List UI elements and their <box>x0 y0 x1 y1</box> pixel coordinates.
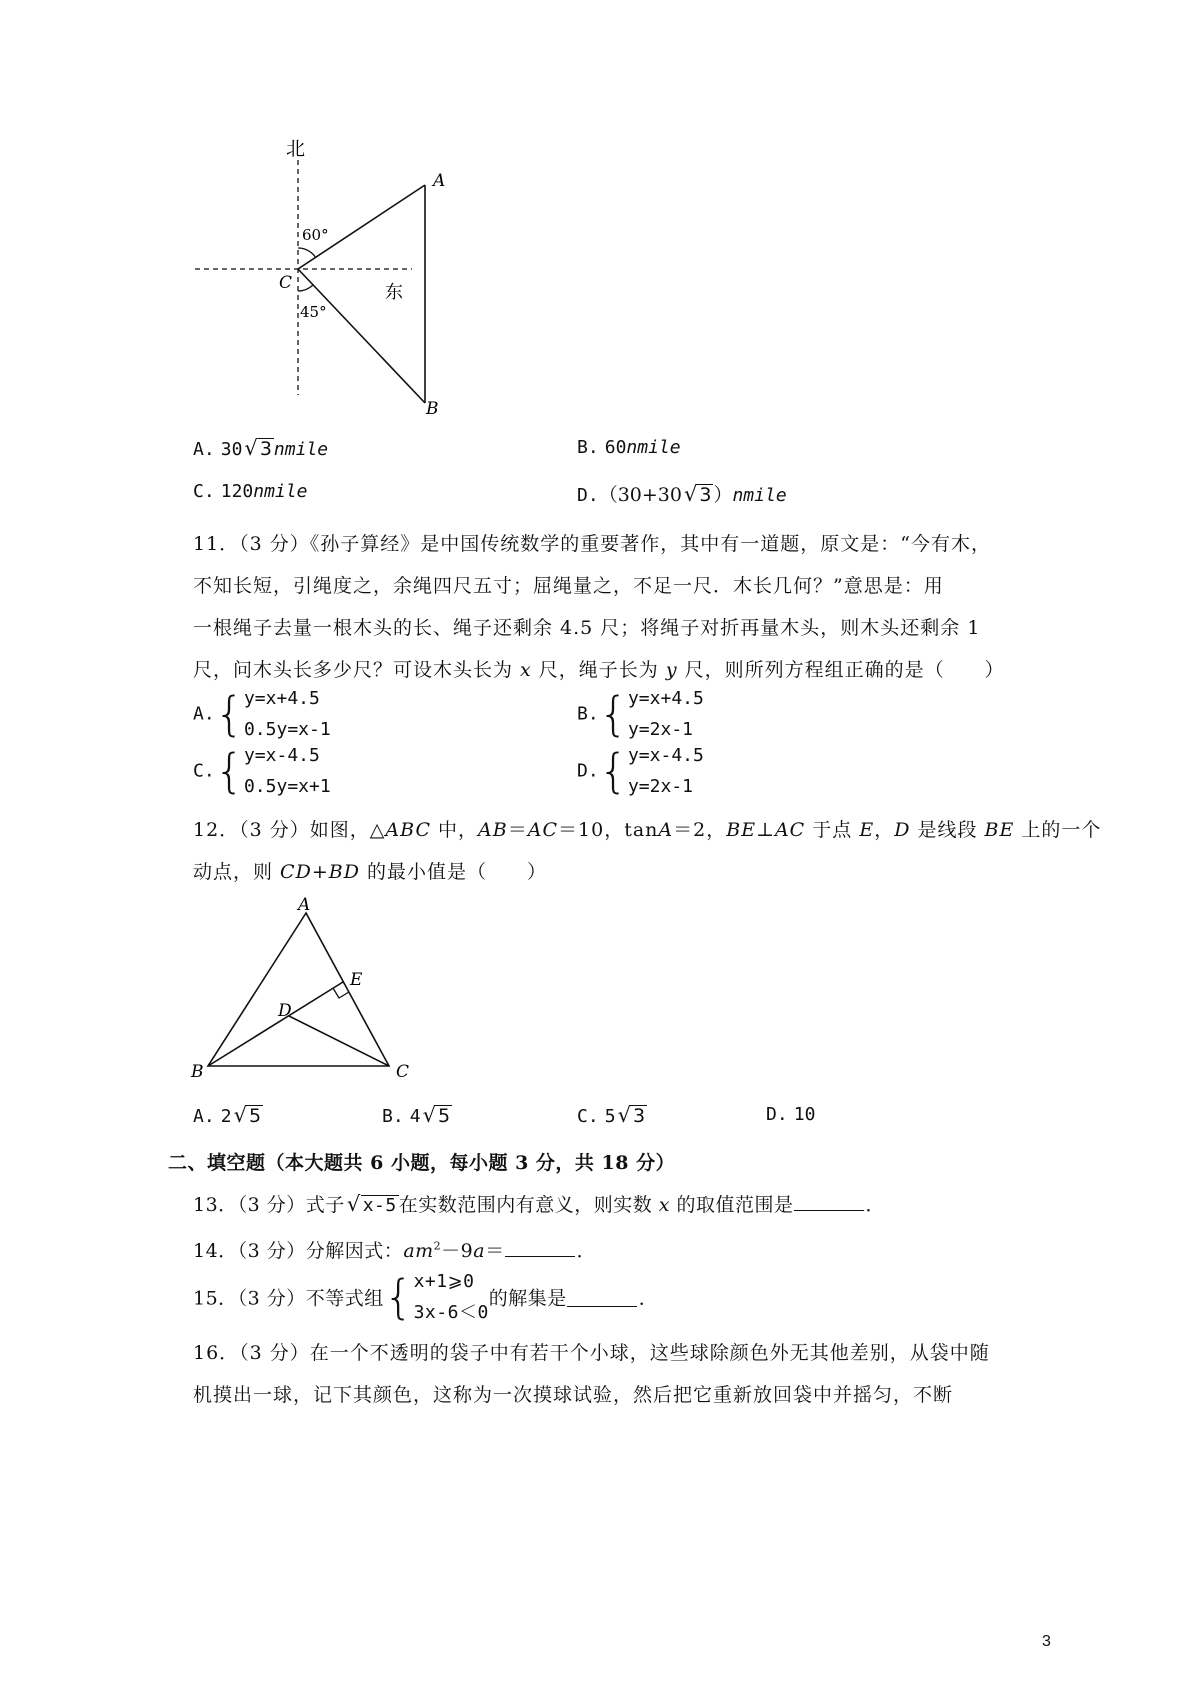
q14-answer-blank[interactable] <box>505 1238 575 1257</box>
q12-option-b[interactable]: B. 4√ 5 <box>382 1103 451 1127</box>
compass-figure <box>180 130 480 430</box>
q11-line-4: 尺，问木头长多少尺？可设木头长为 x 尺，绳子长为 y 尺，则所列方程组正确的是（ ） <box>193 659 1005 681</box>
q11-line-1: 11．（3 分）《孙子算经》是中国传统数学的重要著作，其中有一道题，原文是：“今有木， <box>193 533 992 555</box>
angle-arc-south <box>298 285 313 291</box>
angle-arc-north <box>298 248 316 258</box>
q12-option-c[interactable]: C. 5√ 3 <box>577 1103 646 1127</box>
q16-line-1: 16．（3 分）在一个不透明的袋子中有若干个小球，这些球除颜色外无其他差别，从袋中随 <box>193 1342 990 1364</box>
q12-option-a[interactable]: A. 2√ 5 <box>193 1103 262 1127</box>
q10-option-d[interactable]: D.（30+30√ 3 ）nmile <box>577 482 787 506</box>
q10-option-b[interactable]: B. 60nmile <box>577 437 681 458</box>
q13-line: 13．（3 分）式子√ x-5 在实数范围内有意义，则实数 x 的取值范围是 ． <box>193 1192 886 1216</box>
point-c-label: C <box>396 1062 410 1082</box>
section-heading: 二、填空题（本大题共 6 小题，每小题 3 分，共 18 分） <box>168 1152 676 1174</box>
q10-option-c[interactable]: C. 120nmile <box>193 481 308 502</box>
point-a-label: A <box>298 895 311 915</box>
q10-option-a[interactable]: A. 30√ 3 nmile <box>193 436 329 460</box>
q12-option-d[interactable]: D. 10 <box>766 1104 816 1125</box>
segment-be <box>208 982 343 1066</box>
q16-line-2: 机摸出一球，记下其颜色，这称为一次摸球试验，然后把它重新放回袋中并摇匀，不断 <box>193 1384 954 1406</box>
point-d-label: D <box>278 1001 292 1021</box>
north-label: 北 <box>286 138 306 160</box>
point-b-label: B <box>426 399 439 419</box>
q12-line-1: 12．（3 分）如图，△ABC 中，AB＝AC＝10，tanA＝2，BE⊥AC 于点 E，D 是线段 BE 上的一个 <box>193 819 1102 841</box>
q11-option-c[interactable]: C.{y=x-4.5 0.5y=x+1 <box>193 744 331 798</box>
q11-option-d[interactable]: D.{y=x-4.5 y=2x-1 <box>577 744 704 798</box>
page-number: 3 <box>1042 1633 1051 1650</box>
segment-cb <box>298 269 425 403</box>
q11-line-2: 不知长短，引绳度之，余绳四尺五寸；屈绳量之，不足一尺．木长几何？”意思是：用 <box>193 575 944 597</box>
q11-option-b[interactable]: B.{y=x+4.5 y=2x-1 <box>577 687 704 741</box>
q11-option-a[interactable]: A.{y=x+4.5 0.5y=x-1 <box>193 687 331 741</box>
q11-line-3: 一根绳子去量一根木头的长、绳子还剩余 4.5 尺；将绳子对折再量木头，则木头还剩余 1 <box>193 617 981 639</box>
point-a-label: A <box>433 171 446 191</box>
point-e-label: E <box>350 970 363 990</box>
angle-45-label: 45° <box>300 303 327 321</box>
q13-answer-blank[interactable] <box>794 1192 864 1211</box>
point-b-label: B <box>191 1062 204 1082</box>
q14-line: 14．（3 分）分解因式：$am^2-9a=$ ． <box>193 1239 597 1262</box>
triangle-figure <box>185 895 425 1095</box>
q15-answer-blank[interactable] <box>567 1288 637 1307</box>
point-c-label: C <box>279 273 293 293</box>
segment-dc <box>289 1016 389 1066</box>
q12-line-2: 动点，则 CD+BD 的最小值是（ ） <box>193 861 547 883</box>
angle-60-label: 60° <box>302 226 329 244</box>
east-label: 东 <box>385 282 403 303</box>
q15-line: 15．（3 分）不等式组{x+1⩾0 3x-6＜0的解集是 ． <box>193 1270 659 1324</box>
